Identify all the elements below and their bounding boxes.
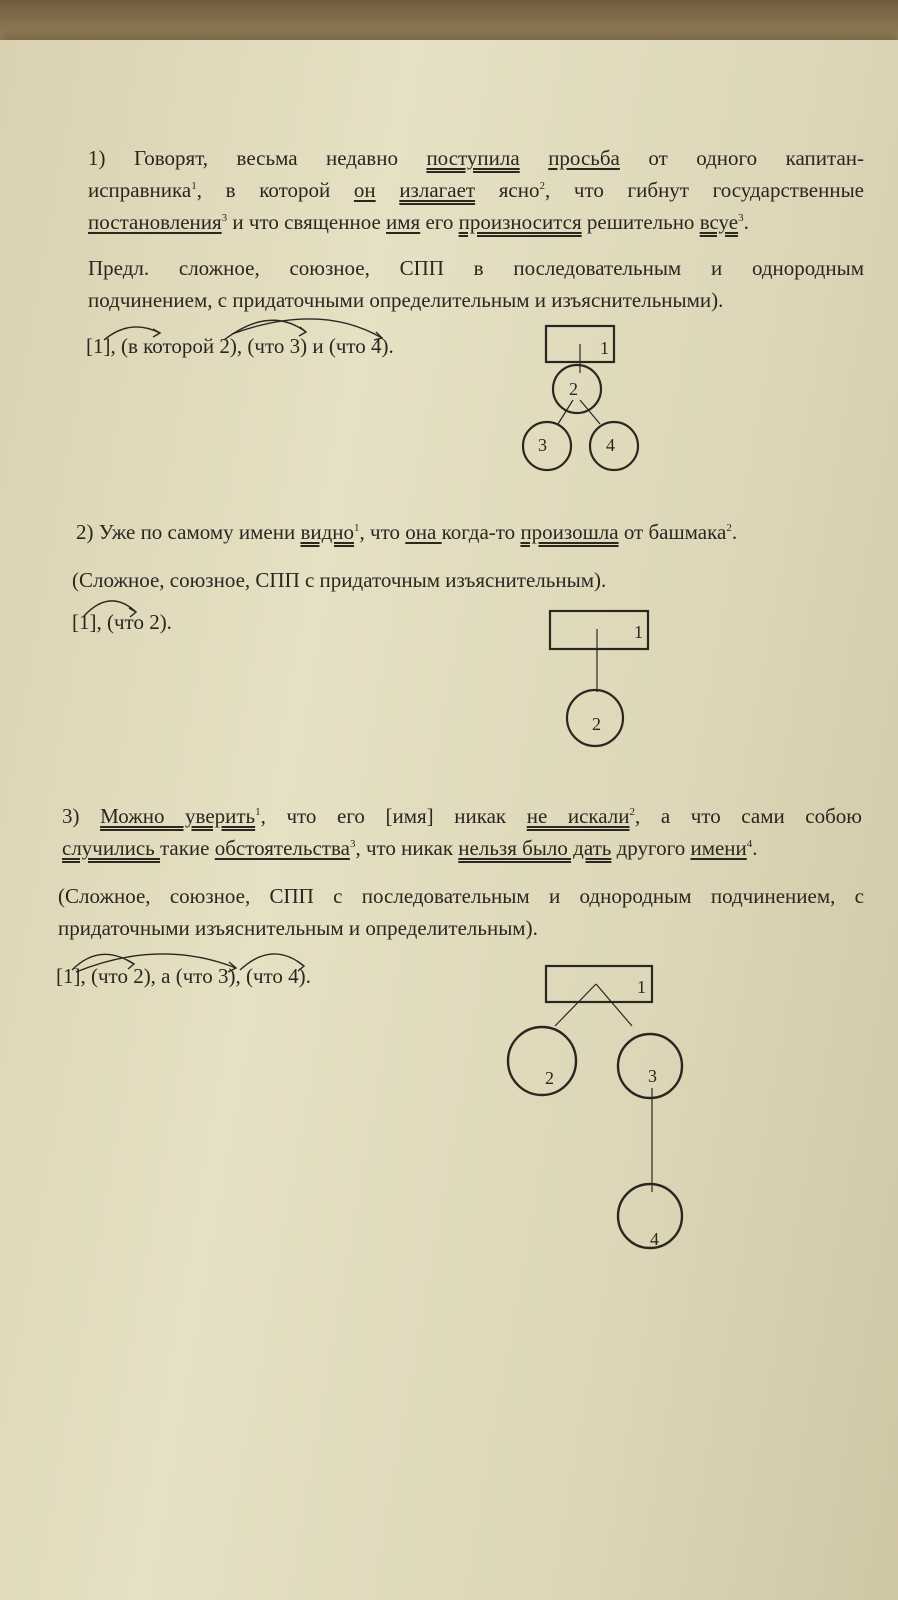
subject: имя: [386, 210, 421, 234]
clause-index: 4: [746, 838, 753, 850]
text: , что: [359, 520, 406, 544]
node-label: 1: [637, 977, 646, 997]
predicate: всуе: [699, 210, 739, 234]
node-label: 2: [569, 379, 578, 399]
text: другого: [611, 836, 691, 860]
subject: обстоятельства: [214, 836, 350, 860]
text: когда-то: [441, 520, 521, 544]
predicate: не искали: [526, 804, 630, 828]
clause-index: 2: [539, 180, 545, 192]
node-label: 1: [634, 622, 643, 642]
text: от башмака: [618, 520, 727, 544]
predicate: Можно уверить: [100, 804, 256, 828]
ex1-scheme: [1], (в которой 2), (что 3) и (что 4).: [86, 334, 394, 358]
node-label: 2: [545, 1068, 554, 1088]
text: .: [752, 836, 758, 860]
predicate: произносится: [458, 210, 582, 234]
ex3-scheme: [1], (что 2), а (что 3), (что 4).: [56, 964, 311, 988]
paper-page: [0, 40, 898, 1600]
node-label: 4: [650, 1229, 659, 1249]
description-line: (Сложное, союзное, СПП с последовательным и однородным подчинением, с: [58, 884, 864, 908]
text: .: [743, 210, 749, 234]
subject: имени: [690, 836, 747, 860]
text: и что священное: [227, 210, 387, 234]
text: исправника: [88, 178, 192, 202]
predicate: видно: [300, 520, 355, 544]
text: .: [731, 520, 738, 544]
clause-index: 2: [629, 806, 636, 818]
text: , в которой: [196, 178, 354, 202]
clause-circle: [508, 1027, 576, 1095]
subject: просьба: [548, 146, 620, 170]
subject: постановления: [88, 210, 222, 234]
text: решительно: [581, 210, 700, 234]
subject: она: [405, 520, 442, 544]
predicate: нельзя было дать: [458, 836, 612, 860]
ex2-description: (Сложное, союзное, СПП с придаточным изъяснительным).: [72, 568, 607, 592]
ex2-scheme: [1], (что 2).: [72, 610, 172, 634]
text: 1) Говорят, весьма недавно: [88, 146, 427, 170]
text: 3): [62, 804, 101, 828]
node-label: 4: [606, 435, 615, 455]
predicate: случились: [62, 836, 160, 860]
text: , что гибнут государственные: [544, 178, 865, 202]
text: такие: [159, 836, 215, 860]
clause-index: 3: [349, 838, 356, 850]
node-label: 3: [648, 1066, 657, 1086]
node-label: 1: [600, 338, 609, 358]
text: его: [420, 210, 459, 234]
text: , что никак: [355, 836, 459, 860]
predicate: произошла: [520, 520, 619, 544]
text: ясно: [475, 178, 540, 202]
text: , а что сами собою: [635, 804, 862, 828]
ex3-diagram: [0, 40, 898, 1600]
clause-index: 3: [738, 212, 744, 224]
clause-index: 1: [191, 180, 197, 192]
predicate: поступила: [426, 146, 520, 170]
description-line: придаточными изъяснительным и определительным).: [58, 916, 538, 940]
subject: он: [353, 178, 376, 202]
description-line: подчинением, с придаточными определительным и изъяснительными).: [88, 288, 724, 312]
clause-index: 3: [221, 212, 228, 224]
text: 2) Уже по самому имени: [76, 520, 301, 544]
node-label: 2: [592, 714, 601, 734]
clause-index: 1: [354, 522, 360, 534]
clause-index: 1: [255, 806, 261, 818]
predicate: излагает: [399, 178, 476, 202]
node-label: 3: [538, 435, 547, 455]
text: от одного капитан-: [619, 146, 865, 170]
clause-index: 2: [726, 522, 732, 534]
description-line: Предл. сложное, союзное, СПП в последовательным и однородным: [88, 256, 864, 280]
text: , что его [имя] никак: [260, 804, 527, 828]
